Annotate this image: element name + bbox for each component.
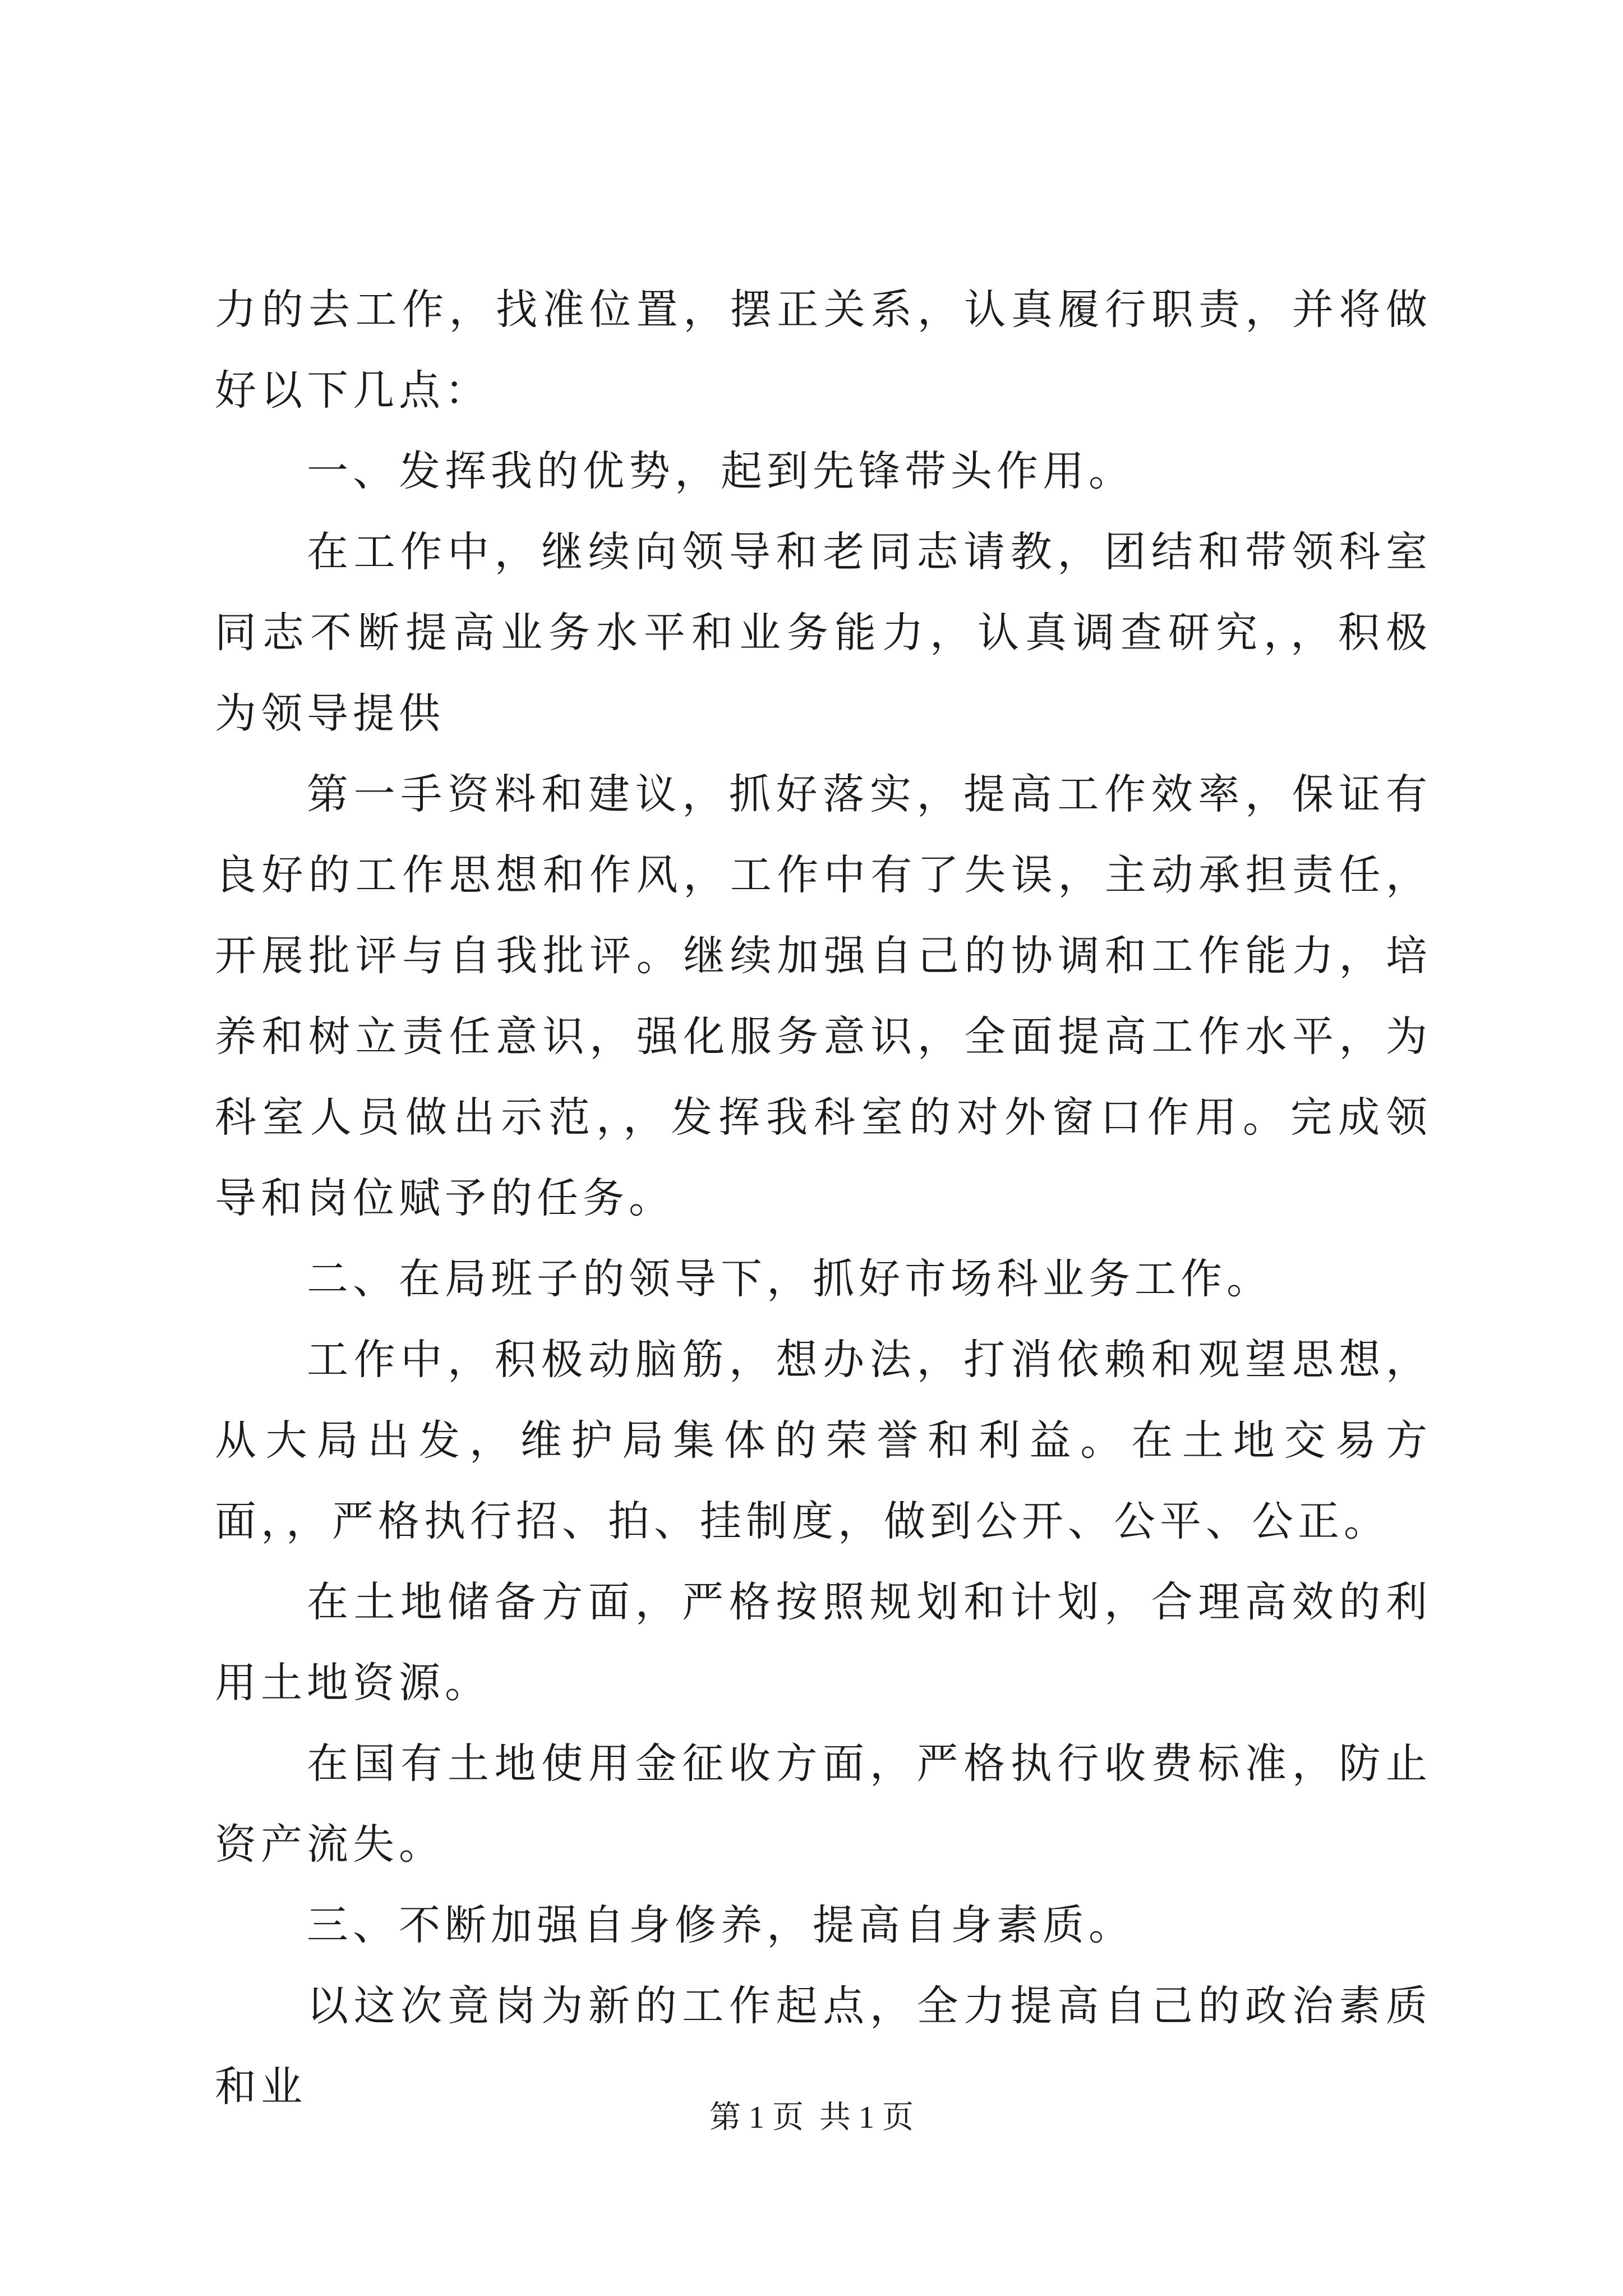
paragraph-9-heading: 三、不断加强自身修养，提高自身素质。: [307, 1901, 1135, 1949]
paragraph-7: 在土地储备方面，严格按照规划和计划，合理高效的利用土地资源。: [215, 1578, 1432, 1707]
paragraph-5-heading: 二、在局班子的领导下，抓好市场科业务工作。: [307, 1255, 1272, 1303]
paragraph-2-heading: 一、发挥我的优势，起到先锋带头作用。: [307, 447, 1135, 495]
paragraph-8: 在国有土地使用金征收方面，严格执行收费标准，防止资产流失。: [215, 1740, 1432, 1869]
page-footer: [0, 2098, 1623, 2137]
paragraph-4: 第一手资料和建议，抓好落实，提高工作效率，保证有良好的工作思想和作风，工作中有了失误，主动承担责任，开展批评与自我批评。继续加强自己的协调和工作能力，培养和树立责任意识，强化服务意识，全面提高工作水平，为科室人员做出示范，，发挥我科室的对外窗口作用。完成领导和岗位赋予的任务。: [215, 770, 1432, 1222]
paragraph-10: 以这次竟岗为新的工作起点，全力提高自己的政治素质和业: [215, 1982, 1432, 2111]
paragraph-3: 在工作中，继续向领导和老同志请教，团结和带领科室同志不断提高业务水平和业务能力，认真调查研究，，积极为领导提供: [215, 528, 1432, 738]
page-number-label: 第 1 页 共 1 页: [709, 2100, 914, 2135]
document-body: [215, 269, 1432, 2127]
paragraph-1: 力的去工作，找准位置，摆正关系，认真履行职责，并将做好以下几点：: [215, 286, 1432, 415]
paragraph-6: 工作中，积极动脑筋，想办法，打消依赖和观望思想，从大局出发，维护局集体的荣誉和利益。在土地交易方面，，严格执行招、拍、挂制度，做到公开、公平、公正。: [215, 1336, 1432, 1545]
